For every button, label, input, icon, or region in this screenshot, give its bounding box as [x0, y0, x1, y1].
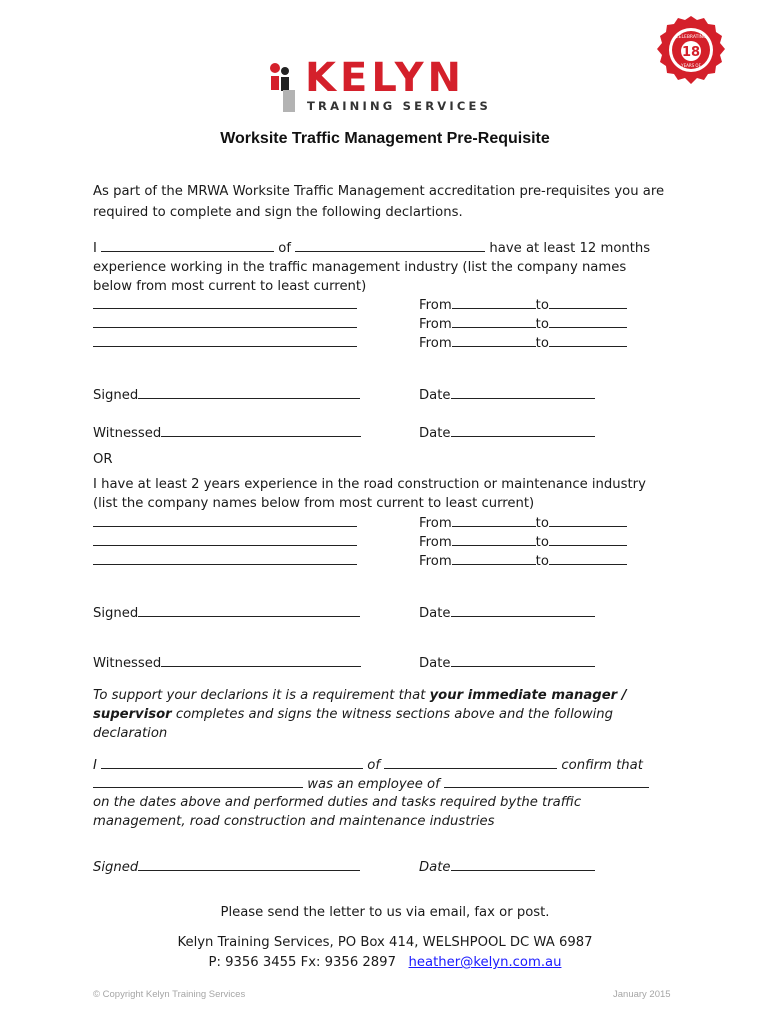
to-date-field[interactable] [549, 295, 627, 309]
anniversary-seal-icon [655, 14, 727, 86]
logo-subtitle: TRAINING SERVICES [307, 99, 491, 113]
svg-text:18: 18 [681, 45, 701, 60]
declaration-line-2: experience working in the traffic management industry (list the company names [93, 260, 627, 275]
date-field[interactable] [451, 423, 595, 437]
employee-name-field[interactable] [93, 774, 303, 788]
copyright: © Copyright Kelyn Training Services [93, 989, 246, 1000]
company-row [93, 532, 357, 552]
from-date-field[interactable] [452, 513, 536, 527]
location-field[interactable] [295, 238, 485, 252]
to-date-field[interactable] [549, 551, 627, 565]
manager-line-3: on the dates above and performed duties and tasks required bythe traffic [93, 795, 582, 810]
email-link[interactable]: heather@kelyn.com.au [408, 955, 562, 970]
page-title: Worksite Traffic Management Pre-Requisite [220, 130, 550, 147]
witnessed-row: Witnessed [93, 653, 361, 673]
manager-signature-field[interactable] [138, 857, 360, 871]
company-name-field[interactable] [93, 532, 357, 546]
or-separator: OR [93, 452, 113, 467]
alternative-line-1: I have at least 2 years experience in the road construction or maintenance industry [93, 477, 646, 492]
company-row [93, 314, 357, 334]
logo-figure-icon [268, 60, 298, 112]
company-row [93, 295, 357, 315]
manager-line-1: I of confirm that [93, 755, 643, 775]
company-dates: From to [419, 551, 627, 571]
company-row [93, 513, 357, 533]
manager-line-2: was an employee of [93, 774, 649, 794]
manager-date-field[interactable] [451, 857, 595, 871]
svg-text:CELEBRATING: CELEBRATING [675, 35, 707, 40]
to-date-field[interactable] [549, 532, 627, 546]
from-date-field[interactable] [452, 333, 536, 347]
intro-paragraph: As part of the MRWA Worksite Traffic Management accreditation pre-requisites you are required to complete and sign the following declartions. [93, 184, 665, 220]
contact-line: P: 9356 3455 Fx: 9356 2897 heather@kelyn.com.au [208, 955, 562, 970]
company-dates: From to [419, 513, 627, 533]
date-field[interactable] [451, 653, 595, 667]
date-field[interactable] [451, 603, 595, 617]
signed-row: Signed [93, 857, 360, 877]
date-row: Date [419, 385, 595, 405]
from-date-field[interactable] [452, 314, 536, 328]
support-line-3: declaration [93, 726, 168, 741]
support-line-2: supervisor completes and signs the witness sections above and the following [93, 707, 614, 722]
witnessed-row: Witnessed [93, 423, 361, 443]
from-date-field[interactable] [452, 532, 536, 546]
logo-wordmark: KELYN [305, 55, 466, 101]
to-date-field[interactable] [549, 314, 627, 328]
date-row: Date [419, 423, 595, 443]
company-dates: From to [419, 314, 627, 334]
signature-field[interactable] [138, 603, 360, 617]
company-row [93, 551, 357, 571]
company-name-field[interactable] [93, 314, 357, 328]
company-name-field[interactable] [93, 333, 357, 347]
svg-text:YEARS OF: YEARS OF [681, 63, 701, 68]
address: Kelyn Training Services, PO Box 414, WELSHPOOL DC WA 6987 [177, 935, 593, 950]
send-note: Please send the letter to us via email, fax or post. [220, 905, 550, 920]
signed-row: Signed [93, 385, 360, 405]
date-row: Date [419, 857, 595, 877]
witness-signature-field[interactable] [161, 653, 361, 667]
manager-line-4: management, road construction and maintenance industries [93, 814, 495, 829]
name-field[interactable] [101, 238, 274, 252]
declaration-line-1: I of have at least 12 months [93, 238, 650, 258]
footer-date: January 2015 [613, 989, 671, 1000]
from-date-field[interactable] [452, 295, 536, 309]
manager-company-field[interactable] [384, 755, 557, 769]
signature-field[interactable] [138, 385, 360, 399]
alternative-line-2: (list the company names below from most current to least current) [93, 496, 535, 511]
company-name-field[interactable] [93, 551, 357, 565]
date-field[interactable] [451, 385, 595, 399]
date-row: Date [419, 653, 595, 673]
company-dates: From to [419, 532, 627, 552]
company-name-field[interactable] [93, 295, 357, 309]
manager-name-field[interactable] [101, 755, 363, 769]
witness-signature-field[interactable] [161, 423, 361, 437]
date-row: Date [419, 603, 595, 623]
support-line-1: To support your declarions it is a requirement that your immediate manager / [93, 688, 627, 703]
company-name-field[interactable] [93, 513, 357, 527]
declaration-line-3: below from most current to least current) [93, 279, 367, 294]
employer-field[interactable] [444, 774, 649, 788]
company-row [93, 333, 357, 353]
to-date-field[interactable] [549, 333, 627, 347]
signed-row: Signed [93, 603, 360, 623]
to-date-field[interactable] [549, 513, 627, 527]
company-dates: From to [419, 295, 627, 315]
from-date-field[interactable] [452, 551, 536, 565]
company-dates: From to [419, 333, 627, 353]
